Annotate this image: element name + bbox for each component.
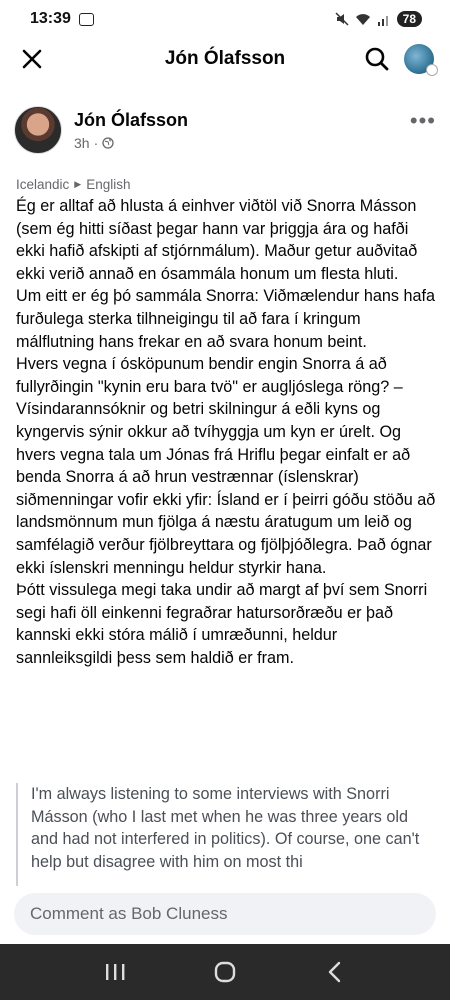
source-language: Icelandic xyxy=(16,177,70,192)
translated-text: I'm always listening to some interviews with Snorri Másson (who I last met when he was three years old and had not interfered in politics). Of course, one can't help but disagree with him on most thi xyxy=(16,783,436,886)
author-avatar[interactable] xyxy=(14,106,62,154)
author-name[interactable]: Jón Ólafsson xyxy=(74,109,189,130)
post-paragraph: Þótt vissulega megi taka undir að margt af því sem Snorri segi hafi öll einkenni fegraðrar hatursorðræðu er það kannski ekki stóra málið í umræðunni, heldur sannleiksgildi þess sem haldið er fram. xyxy=(16,581,428,667)
signal-icon xyxy=(377,13,391,26)
screen-record-icon xyxy=(79,13,94,26)
post-paragraph: Um eitt er ég þó sammála Snorra: Viðmælendur hans hafa furðulega sterka tilhneigingu til að fara í kringum málflutning hans frekar en að svara honum beint. xyxy=(16,287,435,351)
more-options-button[interactable]: ••• xyxy=(409,108,436,133)
play-arrow-icon: ▶ xyxy=(74,179,82,189)
status-bar xyxy=(0,0,450,38)
search-button[interactable] xyxy=(364,46,390,72)
profile-avatar-button[interactable] xyxy=(404,44,434,74)
post-author xyxy=(14,104,436,156)
status-time: 13:39 xyxy=(30,10,71,27)
close-button[interactable] xyxy=(16,43,48,75)
search-icon xyxy=(364,46,390,72)
post-body xyxy=(16,195,436,669)
author-info xyxy=(74,110,188,151)
system-nav-bar xyxy=(0,944,450,1000)
battery-level: 78 xyxy=(397,11,422,27)
post-meta xyxy=(74,135,188,151)
comment-bar xyxy=(0,886,450,942)
target-language: English xyxy=(86,177,131,192)
meta-separator: · xyxy=(93,134,99,151)
post-header xyxy=(0,38,450,80)
recent-apps-icon xyxy=(104,962,126,982)
home-button[interactable] xyxy=(205,952,245,992)
back-icon xyxy=(326,961,344,983)
recent-apps-button[interactable] xyxy=(95,952,135,992)
wifi-icon xyxy=(355,13,371,26)
page-title: Jón Ólafsson xyxy=(164,48,286,69)
globe-icon xyxy=(102,137,114,149)
post-age[interactable]: 3h xyxy=(74,134,90,151)
close-icon xyxy=(21,48,43,70)
status-icons xyxy=(335,11,422,27)
home-icon xyxy=(214,961,236,983)
post-paragraph: Hvers vegna í ósköpunum bendir engin Snorra á að fullyrðingin "kynin eru bara tvö" er augljóslega röng? – Vísindarannsóknir og betri skilningur á eðli kyns og kyngervis sýnir okkur að tvíhyggja um kyn er úrelt. Og hvers vegna tala um Jónas frá Hriflu þegar einfalt er að benda Snorra á að hrun vestrænnar (íslenskrar) siðmenningar vofir ekki yfir: Ísland er í þeirri góðu stöðu að landsmönnum mun fjölga á næstu áratugum um leið og samfélagið verður fjölbreyttara og fjölþjóðlegra. Það ógnar ekki íslenskri menningu heldur styrkir hana. xyxy=(16,355,436,577)
comment-input[interactable]: Comment as Bob Cluness xyxy=(14,893,436,935)
header-actions xyxy=(364,44,434,74)
translation-label[interactable] xyxy=(16,177,131,192)
mute-icon xyxy=(335,12,349,26)
post-paragraph: Ég er alltaf að hlusta á einhver viðtöl við Snorra Másson (sem ég hitti síðast þegar hann var þriggja ára og hafði ekki hafið afskipti af stjórnmálum). Maður getur auðvitað ekki verið annað en ósammála honum um flesta hluti. xyxy=(16,197,418,283)
back-button[interactable] xyxy=(315,952,355,992)
